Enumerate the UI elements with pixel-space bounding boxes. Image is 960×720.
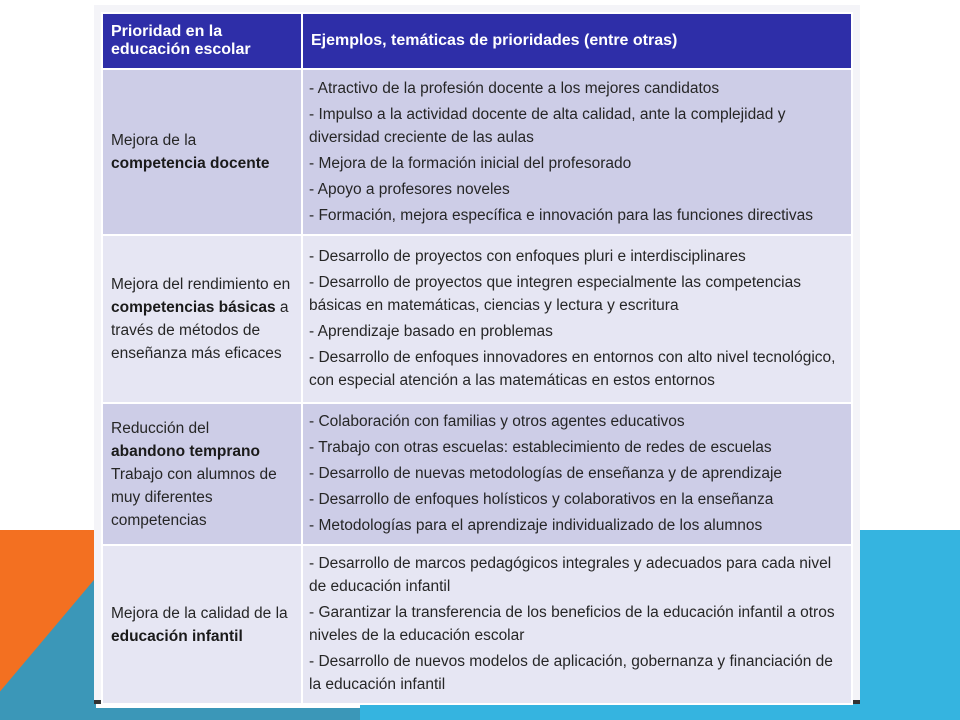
list-item: - Garantizar la transferencia de los beneficios de la educación infantil a otros niveles de la educación escolar xyxy=(309,604,835,644)
list-item: - Apoyo a profesores noveles xyxy=(309,180,510,198)
examples-cell xyxy=(302,545,852,704)
priority-cell: Mejora de la calidad de la educación infantil xyxy=(102,545,302,704)
priority-cell: Reducción del abandono temprano Trabajo con alumnos de muy diferentes competencias xyxy=(102,403,302,545)
list-item: - Impulso a la actividad docente de alta calidad, ante la complejidad y diversidad creciente de las aulas xyxy=(309,105,786,146)
decorative-bottom-band-left xyxy=(96,708,360,720)
list-item: - Trabajo con otras escuelas: establecimiento de redes de escuelas xyxy=(309,439,772,456)
list-item: - Desarrollo de marcos pedagógicos integrales y adecuados para cada nivel de educación infantil xyxy=(309,555,832,595)
priorities-table xyxy=(101,12,853,705)
header-priority: Prioridad en la educación escolar xyxy=(102,13,302,69)
priority-cell: Mejora de la competencia docente xyxy=(102,69,302,235)
priority-keyword: abandono temprano xyxy=(111,442,260,460)
table-row xyxy=(102,235,852,403)
decorative-blue-shape-right xyxy=(858,530,960,720)
list-item: - Desarrollo de nuevos modelos de aplicación, gobernanza y financiación de la educación infantil xyxy=(309,653,833,693)
examples-cell xyxy=(302,69,852,235)
list-item: - Desarrollo de proyectos que integren especialmente las competencias básicas en matemáticas, ciencias y lectura y escritura xyxy=(309,274,801,314)
priority-keyword: competencia docente xyxy=(111,155,270,172)
header-examples: Ejemplos, temáticas de prioridades (entre otras) xyxy=(302,13,852,69)
list-item: - Metodologías para el aprendizaje individualizado de los alumnos xyxy=(309,517,763,534)
examples-cell xyxy=(302,235,852,403)
priority-keyword: educación infantil xyxy=(111,627,243,645)
table-header-row xyxy=(102,13,852,69)
priority-cell: Mejora del rendimiento en competencias básicas a través de métodos de enseñanza más eficaces xyxy=(102,235,302,403)
table-row xyxy=(102,545,852,704)
list-item: - Desarrollo de enfoques innovadores en entornos con alto nivel tecnológico, con especial atención a las matemáticas en estos entornos xyxy=(309,349,836,389)
list-item: - Formación, mejora específica e innovación para las funciones directivas xyxy=(309,206,813,224)
list-item: - Mejora de la formación inicial del profesorado xyxy=(309,154,632,172)
priority-keyword: competencias básicas xyxy=(111,299,276,316)
list-item: - Desarrollo de proyectos con enfoques pluri e interdisciplinares xyxy=(309,248,746,265)
list-item: - Desarrollo de enfoques holísticos y colaborativos en la enseñanza xyxy=(309,491,774,508)
slide-table-panel xyxy=(94,5,860,704)
list-item: - Atractivo de la profesión docente a los mejores candidatos xyxy=(309,79,720,97)
list-item: - Desarrollo de nuevas metodologías de enseñanza y de aprendizaje xyxy=(309,465,783,482)
table-row xyxy=(102,69,852,235)
list-item: - Aprendizaje basado en problemas xyxy=(309,323,553,340)
list-item: - Colaboración con familias y otros agentes educativos xyxy=(309,413,685,430)
examples-cell xyxy=(302,403,852,545)
table-row xyxy=(102,403,852,545)
